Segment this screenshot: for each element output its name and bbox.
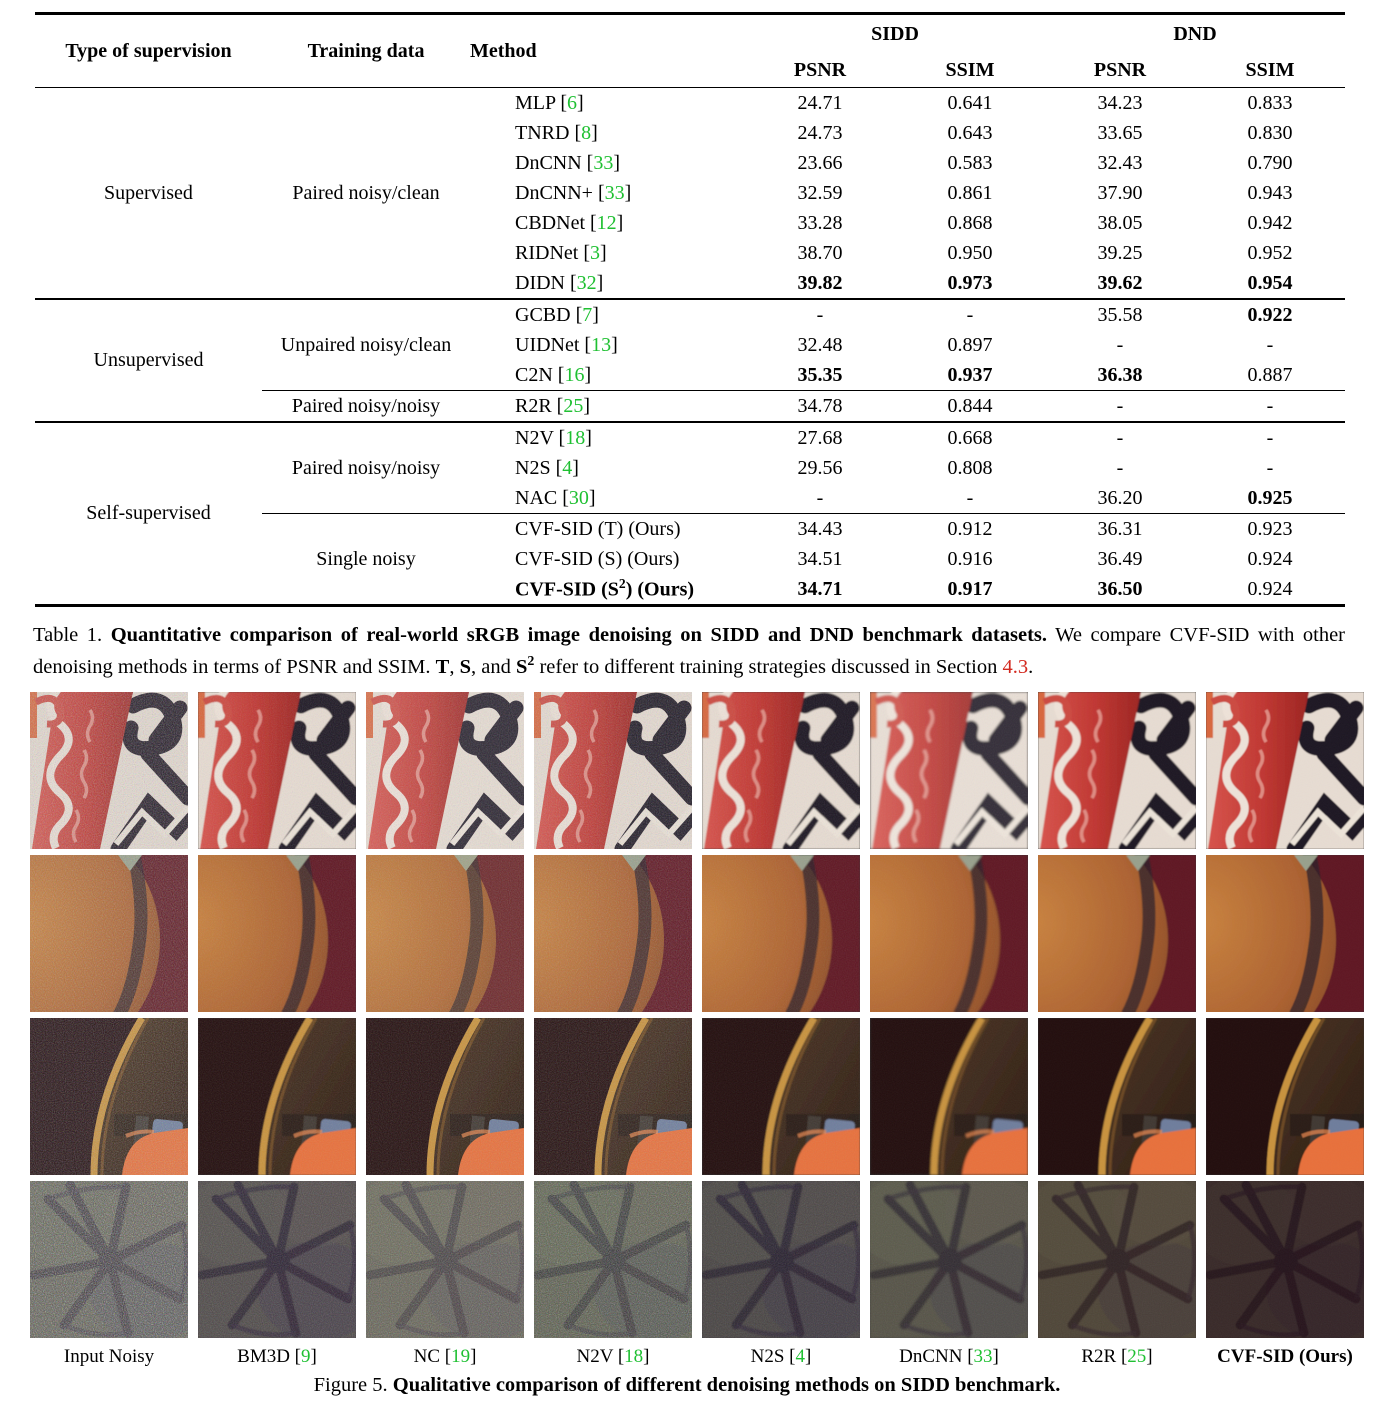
figure-patch-r1-c3	[366, 692, 524, 849]
method-cell	[470, 483, 745, 514]
citation-ref[interactable]: 30	[568, 486, 589, 509]
text-segment: Figure 5.	[313, 1374, 393, 1397]
text-segment: Quantitative comparison of real-world sRGB image denoising on SIDD and DND benchmark datasets.	[110, 624, 1048, 646]
value-cell: 0.830	[1247, 121, 1293, 144]
value-cell: 0.643	[947, 121, 993, 144]
value-cell: -	[1195, 391, 1345, 423]
value-cell: -	[1045, 422, 1195, 453]
text-segment: DIDN [	[515, 271, 577, 294]
value-cell: 39.82	[797, 271, 843, 294]
citation-ref[interactable]: 4	[795, 1346, 806, 1368]
figure-patch-r4-c6	[870, 1181, 1028, 1338]
text-segment: ]	[596, 271, 604, 294]
text-segment: C2N [	[515, 363, 565, 386]
value-cell: 0.924	[1247, 577, 1293, 600]
figure-column-label	[1038, 1342, 1196, 1371]
figure-patch-r2-c7	[1038, 855, 1196, 1012]
text-segment: ]	[585, 426, 592, 449]
text-segment: ]	[599, 241, 607, 264]
value-cell: 0.950	[947, 241, 993, 264]
text-segment: 2	[527, 654, 535, 670]
results-table	[35, 12, 1345, 607]
text-segment: MLP [	[515, 91, 568, 114]
text-segment: R2R [	[515, 394, 564, 417]
value-cell: 33.65	[1097, 121, 1143, 144]
citation-ref[interactable]: 33	[604, 181, 625, 204]
value-cell: 34.78	[745, 391, 895, 423]
figure-column-label	[366, 1342, 524, 1371]
figure-patch-r3-c3	[366, 1018, 524, 1175]
text-segment: UIDNet [	[515, 333, 592, 356]
method-cell	[470, 268, 745, 299]
figure-patch-r3-c8	[1206, 1018, 1364, 1175]
value-cell: 39.62	[1097, 271, 1143, 294]
method-cell	[470, 88, 745, 119]
value-cell: 0.952	[1247, 241, 1293, 264]
text-segment: N2V [	[515, 426, 566, 449]
method-cell	[470, 360, 745, 391]
figure-patch-r4-c8	[1206, 1181, 1364, 1338]
text-segment: ]	[577, 91, 584, 114]
figure-column-label	[870, 1342, 1028, 1371]
text-segment: ) (Ours)	[625, 578, 695, 601]
method-cell	[470, 330, 745, 360]
value-cell: 0.917	[947, 577, 993, 600]
citation-ref[interactable]: 4	[562, 456, 573, 479]
value-cell: 0.912	[895, 514, 1045, 545]
method-cell	[470, 118, 745, 148]
text-segment: NAC [	[515, 486, 569, 509]
figure-patch-r2-c2	[198, 855, 356, 1012]
figure-patch-r2-c5	[702, 855, 860, 1012]
value-cell: 35.35	[797, 363, 843, 386]
text-segment: ]	[1146, 1346, 1153, 1368]
value-cell: 0.923	[1195, 514, 1345, 545]
method-cell	[470, 422, 745, 453]
table-body	[35, 88, 1345, 606]
value-cell: 38.70	[797, 241, 843, 264]
citation-ref[interactable]: 25	[1127, 1346, 1147, 1368]
text-segment: BM3D [	[237, 1346, 302, 1368]
value-cell: -	[1116, 333, 1124, 356]
text-segment: CBDNet [	[515, 211, 597, 234]
table-caption	[33, 620, 1345, 683]
citation-ref[interactable]: 3	[589, 241, 600, 264]
value-cell: 23.66	[797, 151, 843, 174]
value-cell: 0.897	[947, 333, 993, 356]
results-table-header	[35, 14, 1345, 88]
citation-ref[interactable]: 8	[581, 121, 592, 144]
value-cell: 0.833	[1247, 91, 1293, 114]
value-cell: 36.38	[1097, 363, 1143, 386]
value-cell: 36.50	[1097, 577, 1143, 600]
figure-patch-r3-c1	[30, 1018, 188, 1175]
section-link[interactable]: 4.3	[1002, 655, 1029, 678]
figure-column-label	[30, 1342, 188, 1371]
text-segment: , and	[470, 655, 516, 678]
header-method: Method	[470, 14, 745, 88]
value-cell: 0.925	[1247, 486, 1293, 509]
value-cell: 36.20	[1097, 486, 1143, 509]
method-cell	[470, 208, 745, 238]
value-cell: 0.808	[947, 456, 993, 479]
supervision-cell: Self-supervised	[35, 422, 262, 606]
figure-patch-r2-c3	[366, 855, 524, 1012]
citation-ref[interactable]: 7	[582, 303, 593, 326]
citation-ref[interactable]: 18	[565, 426, 586, 449]
value-cell: 34.51	[797, 547, 843, 570]
value-cell: 32.48	[797, 333, 843, 356]
method-cell	[470, 514, 745, 545]
text-segment: S	[459, 655, 471, 678]
value-cell: -	[1266, 333, 1274, 356]
figure-column-label	[1206, 1342, 1364, 1371]
value-cell: 34.71	[797, 577, 843, 600]
figure-patch-r1-c6	[870, 692, 1028, 849]
figure-patch-r4-c2	[198, 1181, 356, 1338]
text-segment: DnCNN [	[515, 151, 594, 174]
header-supervision: Type of supervision	[35, 14, 262, 88]
value-cell: 0.973	[947, 271, 993, 294]
text-segment: ]	[624, 181, 632, 204]
header-dnd: DND	[1173, 22, 1217, 45]
figure-patch-r2-c4	[534, 855, 692, 1012]
value-cell: 39.25	[1097, 241, 1143, 264]
method-cell	[470, 238, 745, 268]
value-cell: 24.73	[797, 121, 843, 144]
value-cell: 36.49	[1097, 547, 1143, 570]
text-segment: CVF-SID (Ours)	[1217, 1346, 1353, 1368]
citation-ref[interactable]: 33	[593, 151, 614, 174]
figure-column-label	[198, 1342, 356, 1371]
training-cell: Single noisy	[262, 514, 470, 606]
training-cell: Paired noisy/noisy	[262, 391, 470, 423]
citation-ref[interactable]: 32	[576, 271, 597, 294]
value-cell: -	[816, 486, 824, 509]
value-cell: 36.31	[1045, 514, 1195, 545]
text-segment: ]	[310, 1346, 317, 1368]
text-segment: S	[515, 655, 528, 678]
value-cell: 35.58	[1045, 299, 1195, 330]
text-segment: ]	[592, 303, 599, 326]
figure-caption	[0, 1374, 1374, 1397]
value-cell: 27.68	[745, 422, 895, 453]
citation-ref[interactable]: 13	[591, 333, 612, 356]
header-training: Training data	[262, 14, 470, 88]
figure-patch-r1-c4	[534, 692, 692, 849]
figure-column-labels	[30, 1342, 1374, 1371]
header-sidd-psnr: PSNR	[745, 53, 895, 88]
method-cell	[470, 299, 745, 330]
text-segment: 2	[618, 576, 626, 592]
text-segment: refer to different training strategies discussed in Section	[534, 655, 1003, 678]
citation-ref[interactable]: 6	[567, 91, 578, 114]
text-segment: ]	[643, 1346, 650, 1368]
citation-ref[interactable]: 33	[973, 1346, 993, 1368]
header-dnd-ssim: SSIM	[1195, 53, 1345, 88]
value-cell: -	[1116, 456, 1124, 479]
figure-column-label	[534, 1342, 692, 1371]
text-segment: DnCNN+ [	[515, 181, 605, 204]
value-cell: 0.668	[895, 422, 1045, 453]
text-segment: CVF-SID (S	[515, 578, 619, 601]
figure-patch-r3-c2	[198, 1018, 356, 1175]
citation-ref[interactable]: 25	[563, 394, 584, 417]
text-segment: Input Noisy	[63, 1346, 155, 1368]
figure-patch-r3-c5	[702, 1018, 860, 1175]
text-segment: ]	[572, 456, 579, 479]
value-cell: -	[745, 299, 895, 330]
text-segment: GCBD [	[515, 303, 583, 326]
value-cell: 32.59	[797, 181, 843, 204]
text-segment: ,	[449, 655, 460, 678]
value-cell: 0.861	[947, 181, 993, 204]
value-cell: 0.924	[1247, 547, 1293, 570]
text-segment: ]	[470, 1346, 477, 1368]
figure-patch-r4-c3	[366, 1181, 524, 1338]
text-segment: N2S [	[515, 456, 563, 479]
method-cell	[470, 391, 745, 423]
method-cell	[470, 544, 745, 574]
value-cell: -	[966, 486, 974, 509]
supervision-cell: Unsupervised	[35, 299, 262, 422]
value-cell: 38.05	[1097, 211, 1143, 234]
figure-patch-r4-c1	[30, 1181, 188, 1338]
method-cell	[470, 178, 745, 208]
value-cell: 32.43	[1097, 151, 1143, 174]
value-cell: 0.887	[1247, 363, 1293, 386]
method-cell	[470, 148, 745, 178]
figure-patch-r2-c8	[1206, 855, 1364, 1012]
value-cell: 0.937	[947, 363, 993, 386]
text-segment: ]	[583, 394, 591, 417]
citation-ref[interactable]: 16	[564, 363, 585, 386]
text-segment: ]	[588, 486, 596, 509]
training-cell: Paired noisy/noisy	[262, 422, 470, 514]
text-segment: ]	[616, 211, 624, 234]
value-cell: 0.942	[1247, 211, 1293, 234]
citation-ref[interactable]: 19	[451, 1346, 471, 1368]
value-cell: 37.90	[1097, 181, 1143, 204]
figure-patch-r1-c7	[1038, 692, 1196, 849]
text-segment: Table 1.	[33, 624, 111, 646]
figure-patch-r1-c2	[198, 692, 356, 849]
figure-patch-r4-c4	[534, 1181, 692, 1338]
training-cell: Paired noisy/clean	[292, 181, 440, 204]
value-cell: 0.868	[947, 211, 993, 234]
citation-ref[interactable]: 12	[596, 211, 617, 234]
citation-ref[interactable]: 9	[301, 1346, 311, 1368]
figure-patch-r3-c4	[534, 1018, 692, 1175]
text-segment: We compare CVF-SID with other denoising methods in terms of PSNR and SSIM.	[33, 624, 1346, 678]
figure-patch-r1-c5	[702, 692, 860, 849]
header-sidd: SIDD	[871, 22, 919, 45]
text-segment: ]	[613, 151, 621, 174]
figure-column-label	[702, 1342, 860, 1371]
supervision-cell: Supervised	[104, 181, 193, 204]
figure-patch-r4-c5	[702, 1181, 860, 1338]
method-cell	[470, 574, 745, 606]
table-row	[35, 299, 1345, 330]
text-segment: NC [	[413, 1346, 452, 1368]
header-dnd-psnr: PSNR	[1045, 53, 1195, 88]
value-cell: 0.844	[895, 391, 1045, 423]
table-row	[35, 88, 1345, 119]
value-cell: 34.43	[745, 514, 895, 545]
value-cell: 0.641	[947, 91, 993, 114]
value-cell: -	[1045, 391, 1195, 423]
citation-ref[interactable]: 18	[624, 1346, 644, 1368]
figure-patch-r3-c6	[870, 1018, 1028, 1175]
value-cell: 0.916	[947, 547, 993, 570]
table-row	[35, 422, 1345, 453]
text-segment: RIDNet [	[515, 241, 590, 264]
text-segment: ]	[992, 1346, 999, 1368]
figure-patch-r1-c1	[30, 692, 188, 849]
text-segment: CVF-SID (T) (Ours)	[515, 517, 681, 540]
value-cell: 0.583	[947, 151, 993, 174]
method-cell	[470, 453, 745, 483]
figure-patch-r4-c7	[1038, 1181, 1196, 1338]
training-cell: Unpaired noisy/clean	[262, 299, 470, 391]
value-cell: 34.23	[1097, 91, 1143, 114]
value-cell: 0.790	[1247, 151, 1293, 174]
text-segment: T	[435, 655, 450, 678]
figure-patch-r2-c6	[870, 855, 1028, 1012]
value-cell: 0.922	[1195, 299, 1345, 330]
text-segment: DnCNN [	[899, 1346, 974, 1368]
text-segment: R2R [	[1081, 1346, 1128, 1368]
value-cell: 29.56	[797, 456, 843, 479]
text-segment: .	[1028, 655, 1034, 678]
value-cell: -	[1195, 422, 1345, 453]
value-cell: 33.28	[797, 211, 843, 234]
text-segment: N2V [	[576, 1346, 625, 1368]
figure-patch-r3-c7	[1038, 1018, 1196, 1175]
text-segment: ]	[591, 121, 598, 144]
value-cell: 24.71	[797, 91, 843, 114]
text-segment: TNRD [	[515, 121, 582, 144]
figure-patch-r2-c1	[30, 855, 188, 1012]
text-segment: ]	[805, 1346, 812, 1368]
figure-patch-r1-c8	[1206, 692, 1364, 849]
value-cell: 0.943	[1247, 181, 1293, 204]
text-segment: ]	[611, 333, 618, 356]
value-cell: 0.954	[1247, 271, 1293, 294]
figure-grid	[30, 692, 1374, 1338]
text-segment: Qualitative comparison of different denoising methods on SIDD benchmark.	[392, 1374, 1061, 1397]
value-cell: -	[1266, 456, 1274, 479]
text-segment: N2S [	[750, 1346, 796, 1368]
text-segment: CVF-SID (S) (Ours)	[515, 547, 680, 570]
header-sidd-ssim: SSIM	[895, 53, 1045, 88]
text-segment: ]	[584, 363, 592, 386]
value-cell: -	[895, 299, 1045, 330]
